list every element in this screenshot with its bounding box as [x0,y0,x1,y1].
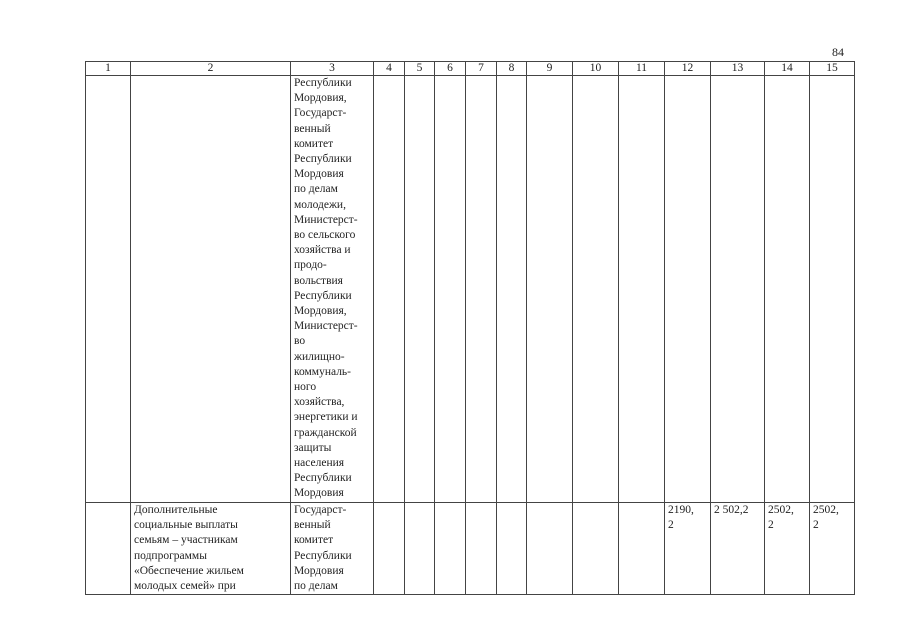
cell-responsible [291,503,374,595]
col-header-12: 12 [665,62,711,76]
header-row [86,62,855,76]
description-text: Дополнительные социальные выплаты семьям – участникам подпрограммы «Обеспечение жильем молодых семей» при [134,504,244,593]
cell-c2 [131,76,291,503]
cell-c1 [86,503,131,595]
cell-description [131,503,291,595]
col-header-11: 11 [619,62,665,76]
col-header-5: 5 [405,62,435,76]
cell-c13 [711,76,765,503]
cell-c7 [466,76,497,503]
col-header-6: 6 [435,62,466,76]
responsible-text: Республики Мордовия, Государст- венный комитет Республики Мордовия по делам молодежи, Министерст- во сельского хозяйства и продо- вольствия Республики Мордовия, Министерст- во жилищно- коммуналь- ного хозяйства, энергетики и гражданской защиты населения Республики Мордовия [294,77,358,500]
col-header-7: 7 [466,62,497,76]
table-row [86,503,855,595]
col-header-8: 8 [497,62,527,76]
cell-c11 [619,503,665,595]
cell-c10 [573,503,619,595]
cell-c6 [435,76,466,503]
cell-c15 [810,76,855,503]
cell-c9 [527,503,573,595]
responsible-text: Государст- венный комитет Республики Мордовия по делам [294,504,352,593]
data-table [85,61,855,595]
cell-c1 [86,76,131,503]
cell-c5 [405,503,435,595]
table-row [86,76,855,503]
cell-c7 [466,503,497,595]
col-header-1: 1 [86,62,131,76]
cell-value-12: 2190, 2 [665,503,711,595]
col-header-2: 2 [131,62,291,76]
cell-c5 [405,76,435,503]
cell-value-13: 2 502,2 [711,503,765,595]
cell-c4 [374,503,405,595]
cell-responsible [291,76,374,503]
cell-value-15: 2502, 2 [810,503,855,595]
cell-c6 [435,503,466,595]
col-header-9: 9 [527,62,573,76]
cell-c14 [765,76,810,503]
col-header-14: 14 [765,62,810,76]
col-header-4: 4 [374,62,405,76]
cell-value-14: 2502, 2 [765,503,810,595]
cell-c8 [497,503,527,595]
cell-c9 [527,76,573,503]
col-header-13: 13 [711,62,765,76]
cell-c12 [665,76,711,503]
cell-c10 [573,76,619,503]
col-header-15: 15 [810,62,855,76]
col-header-10: 10 [573,62,619,76]
col-header-3: 3 [291,62,374,76]
cell-c11 [619,76,665,503]
cell-c4 [374,76,405,503]
page-number: 84 [832,45,844,59]
cell-c8 [497,76,527,503]
